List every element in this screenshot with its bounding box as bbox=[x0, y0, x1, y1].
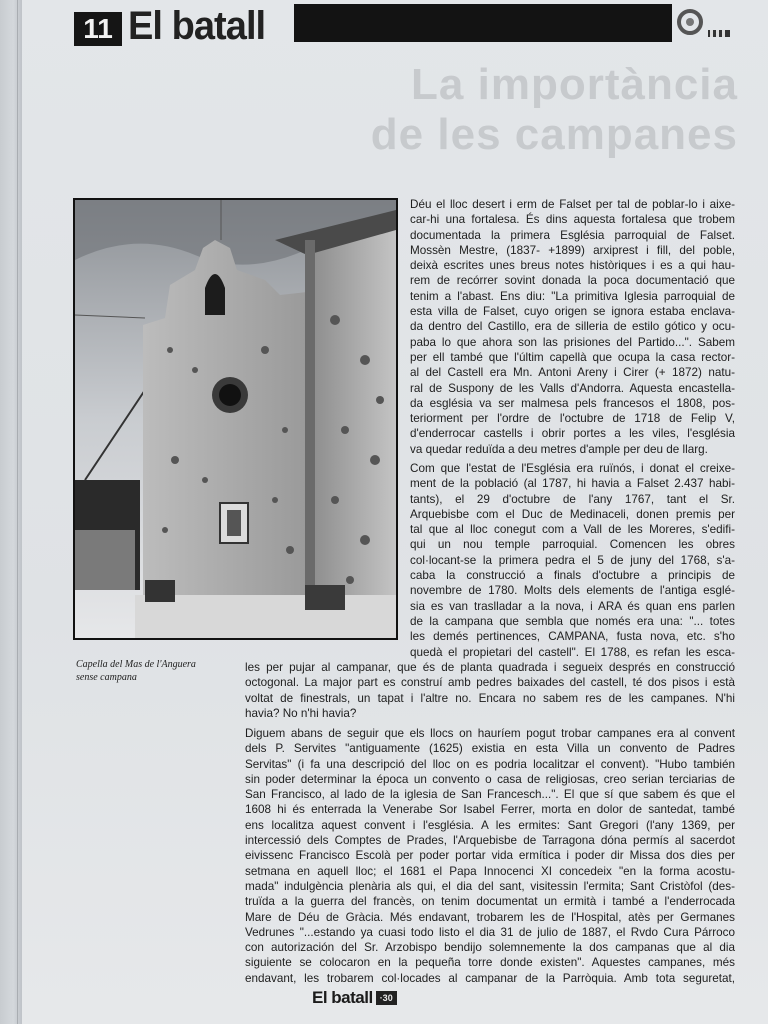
text-line: documentada la primera Església parroquial de Falset. bbox=[410, 228, 735, 242]
text-line: tal que al lloc conegut com a Vall de les Moreres, s'edifi- bbox=[410, 523, 735, 537]
headline-line2: de les campanes bbox=[370, 110, 738, 159]
header-bar bbox=[294, 4, 672, 42]
text-line: ment de la població (al 1787, hi havia a Falset 2.437 habi- bbox=[410, 477, 735, 491]
article-paragraph-1 bbox=[410, 197, 735, 457]
text-line: havia? No n'hi havia? bbox=[245, 706, 357, 720]
text-line: col·locant-se la primera pedra el 5 de juny del 1768, s'a- bbox=[410, 553, 735, 567]
text-line: siguiente se colocaron en la pequeña torre donde existen". Aquestes campanes, més bbox=[245, 956, 735, 970]
headline bbox=[298, 60, 738, 160]
text-line: ral de Suspony de les Valls d'Andorra. Aquesta encastella- bbox=[410, 381, 735, 395]
text-line: ens localitza aquest convent i l'església. A les ermites: Sant Gregori (l'any 1369, per bbox=[245, 818, 735, 832]
text-line: Servitas" (i fa una descripció del lloc on es podria localitzar el convent). "Hubo también bbox=[245, 757, 735, 771]
page-footer bbox=[312, 988, 397, 1008]
article-paragraph-2-continued bbox=[245, 660, 735, 721]
text-line: Vedrunes "...estando ya cuasi todo listo el dia 31 de julio de 1887, el Rvdo Cura Párroco bbox=[245, 925, 735, 939]
text-line: per ell també que l'últim capellà que ocupa la casa rector- bbox=[410, 350, 735, 364]
text-line: rem de recórrer sovint donada la poca documentació que bbox=[410, 274, 735, 288]
text-line: da església va ser malmesa pels francesos el 1808, pos- bbox=[410, 396, 735, 410]
text-line: Déu el lloc desert i erm de Falset per tal de poblar-lo i aixe- bbox=[410, 198, 735, 211]
article-paragraph-3 bbox=[245, 726, 735, 986]
logo-icon bbox=[676, 4, 736, 44]
photo-caption bbox=[76, 658, 236, 684]
text-line: esta villa de Falset, cuyo origen se ignora estaba enclava- bbox=[410, 305, 735, 319]
text-line: San Francisco, al lado de la iglesia de San Francesch...". El que sí que sabem és que el bbox=[245, 788, 735, 802]
text-line: novembre de 1780. Molts dels elements de l'antiga esglé- bbox=[410, 584, 735, 598]
text-line: Diguem abans de seguir que els llocs on hauríem pogut trobar campanes era al convent bbox=[245, 727, 735, 740]
text-line: 1608 hi és enterrada la Venerabe Sor Isabel Ferrer, morta en dolor de santedat, també bbox=[245, 803, 735, 817]
text-line: Mossèn Mestre, (1837- +1899) arxiprest i fill, del poble, bbox=[410, 243, 735, 257]
footer-magazine-name: El batall bbox=[312, 988, 373, 1007]
text-line: eivissenc Francisco Escolà per poder portar vida ermítica i poder dir Missa dos dies per bbox=[245, 849, 735, 863]
text-line: al del Castell era Mn. Antoni Areny i Cirer (+ 1872) natu- bbox=[410, 366, 735, 380]
text-line: tants), el 29 d'octubre de l'any 1767, tant el Sr. bbox=[410, 492, 735, 506]
text-line: con autorización del Sr. Arzobispo bendijo solemnemente la dos campanas que al dia bbox=[245, 941, 735, 955]
article-paragraph-2 bbox=[410, 461, 735, 660]
text-line: sin poder determinar la época un convento o casa de religiosas, creo serian terciarias de bbox=[245, 772, 735, 786]
text-line: quedà el propietari del castell". El 1788, es refan les esca- bbox=[410, 645, 735, 659]
text-line: Mare de Déu de Gràcia. Més endavant, trobarem les de l'Hospital, atès per Germanes bbox=[245, 910, 735, 924]
text-line: da dentro del Castillo, era de silleria de estilo gótico y ocu- bbox=[410, 320, 735, 334]
text-line: de la campana que sembla que només era una: "... totes bbox=[410, 614, 735, 628]
text-line: car-hi una fortalesa. És dins aquesta fortalesa que trobem bbox=[410, 213, 735, 227]
text-line: setmana en aquell lloc; el 1681 el Papa Innocenci XI concedeix "en la forma acostu- bbox=[245, 864, 735, 878]
text-line: endavant, les trobarem col·locades al campanar de la Parròquia. Amb tota seguretat, bbox=[245, 971, 735, 985]
text-line: octogonal. La major part es construí amb pedres baixades del castell, té dos pisos i està bbox=[245, 676, 735, 690]
text-line: intercessió dels Comptes de Prades, l'Arquebisbe de Tarragona dóna permís al sacerdot bbox=[245, 834, 735, 848]
text-line: truïda a la guerra del francès, on tenim documentat un ermità i també a l'enderrocada bbox=[245, 895, 735, 909]
text-line: mada" indulgència plenària als qui, el dia del sant, visitessin l'ermita; Sant Cristòfol (des- bbox=[245, 879, 735, 893]
headline-line1: La importància bbox=[411, 60, 738, 109]
text-line: caba la construcció a finals d'octubre a principis de bbox=[410, 569, 735, 583]
text-line: les demés pertinences, CAMPANA, fusta nova, etc. s'ho bbox=[410, 630, 735, 644]
chapel-illustration bbox=[75, 200, 396, 638]
text-line: qui un nou temple parroquial. Comencen les obres bbox=[410, 538, 735, 552]
text-line: teriorment per l'ordre de l'octubre de 1718 de Felip V, bbox=[410, 412, 735, 426]
caption-line: sense campana bbox=[76, 672, 137, 683]
text-line: paba lo que ahora son las prisiones del Partido...". Sabem bbox=[410, 335, 735, 349]
issue-number: 11 bbox=[74, 12, 122, 46]
text-line: tenim a l'abast. Ens diu: "La primitiva Iglesia parroquial de bbox=[410, 289, 735, 303]
text-line: Com que l'estat de l'Església era ruïnós, i donat el creixe- bbox=[410, 462, 735, 475]
caption-line: Capella del Mas de l'Anguera bbox=[76, 659, 196, 670]
chapel-photo bbox=[73, 198, 398, 640]
page-number: ·30 bbox=[376, 991, 397, 1005]
text-line: va quedar reduïda a deu metres d'ample per deu de llarg. bbox=[410, 442, 708, 456]
text-line: dels P. Servites "antiguamente (1625) existia en esta Villa un convento de Padres bbox=[245, 742, 735, 756]
text-line: Arquebisbe com el Duc de Medinaceli, donen premis per bbox=[410, 507, 735, 521]
text-line: d'enderrocar castells i obrir portes a les viles, l'església bbox=[410, 427, 735, 441]
page-edge bbox=[0, 0, 22, 1024]
text-line: deixà escrites unes breus notes històriques i es a qui hau- bbox=[410, 259, 735, 273]
text-line: voltat de finestrals, un tapat i l'altre no. Encara no sabem res de les campanes. N'hi bbox=[245, 691, 735, 705]
magazine-title: El batall bbox=[128, 4, 266, 48]
text-line: les per pujar al campanar, que és de planta quadrada i segueix després en construcció bbox=[245, 661, 735, 674]
text-line: sia es van traslladar a la nova, i ARA és quan ens parlen bbox=[410, 599, 735, 613]
